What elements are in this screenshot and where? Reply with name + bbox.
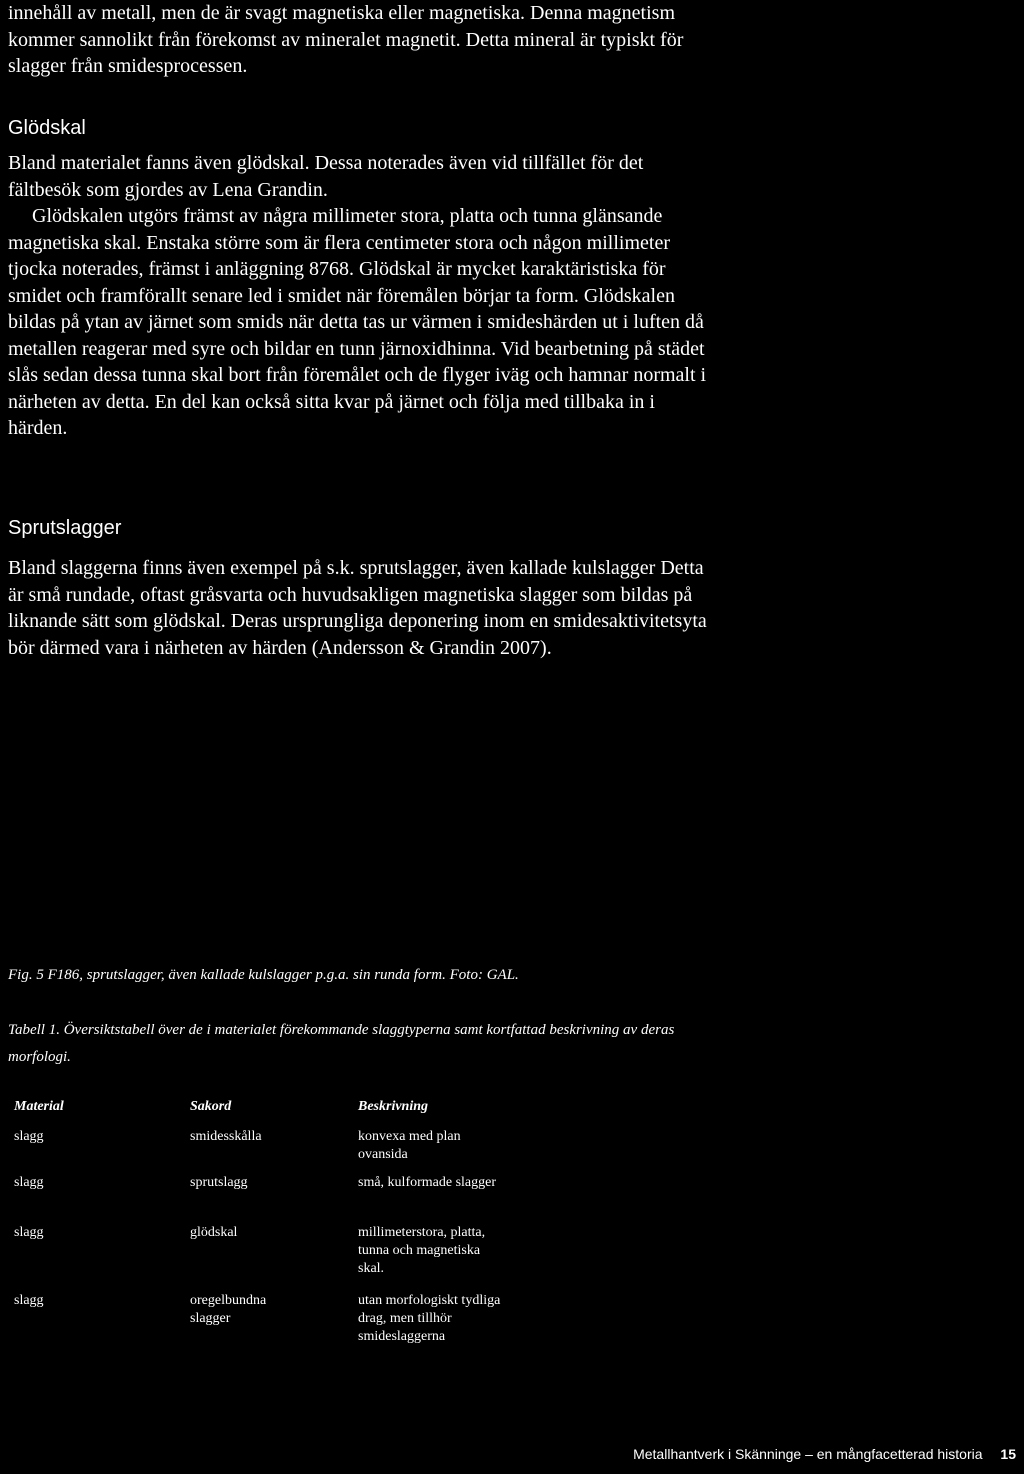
footer-title: Metallhantverk i Skänninge – en mångfacetterad historia [633,1446,983,1462]
glodskal-paragraph-1: Bland materialet fanns även glödskal. Dessa noterades även vid tillfället för det fältbesök som gjordes av Lena Grandin. [8,152,644,201]
intro-paragraph: innehåll av metall, men de är svagt magnetiska eller magnetiska. Denna magnetism kommer sannolikt från förekomst av mineralet magnetit. Detta mineral är typiskt för slagger från smidesprocessen. [8,2,684,77]
table-caption: Tabell 1. Översiktstabell över de i materialet förekommande slaggtyperna samt kortfattad beskrivning av deras morfologi. [8,1022,675,1065]
page-footer [633,1446,1016,1462]
figure-caption: Fig. 5 F186, sprutslagger, även kallade kulslagger p.g.a. sin runda form. Foto: GAL. [8,967,519,983]
table-cell: slagg [14,1129,44,1144]
table-cell: utan morfologiskt tydliga drag, men tillhör smideslaggerna [358,1293,501,1344]
table-header-material: Material [14,1099,64,1114]
table-cell: oregelbundna slagger [190,1293,267,1326]
sprutslagger-paragraph: Bland slaggerna finns även exempel på s.k. sprutslagger, även kallade kulslagger Detta är små rundade, oftast gråsvarta och huvudsakligen magnetiska slagger som bildas på liknande sätt som glödskal. Deras ursprungliga deponering inom en smidesaktivitetsyta bör därmed vara i närheten av härden (Andersson & Grandin 2007). [8,557,707,659]
table-header-beskrivning: Beskrivning [358,1099,429,1114]
table-cell: slagg [14,1225,44,1240]
table-cell: slagg [14,1293,44,1308]
page-number: 15 [1000,1446,1016,1462]
table-cell: smidesskålla [190,1129,262,1144]
table-cell: glödskal [190,1225,238,1240]
section-heading-glodskal: Glödskal [8,117,86,139]
table-cell: millimeterstora, platta, tunna och magnetiska skal. [358,1225,486,1276]
section-heading-sprutslagger: Sprutslagger [8,517,122,539]
table-header-sakord: Sakord [190,1099,232,1114]
table-cell: sprutslagg [190,1175,248,1190]
table-cell: slagg [14,1175,44,1190]
table-cell: konvexa med plan ovansida [358,1129,461,1162]
glodskal-paragraph-2: Glödskalen utgörs främst av några millimeter stora, platta och tunna glänsande magnetiska skal. Enstaka större som är flera centimeter stora och någon millimeter tjocka noterades, främst i anläggning 8768. Glödskal är mycket karaktäristiska för smidet och framförallt senare led i smidet när föremålen börjar ta form. Glödskalen bildas på ytan av järnet som smids när detta tas ur värmen i smideshärden ut i luften då metallen reagerar med syre och bildar en tunn järnoxidhinna. Vid bearbetning på städet slås sedan dessa tunna skal bort från föremålet och de flyger iväg och hamnar normalt i närheten av detta. En del kan också sitta kvar på järnet och följa med tillbaka in i härden. [8,205,707,439]
table-cell: små, kulformade slagger [358,1175,497,1190]
